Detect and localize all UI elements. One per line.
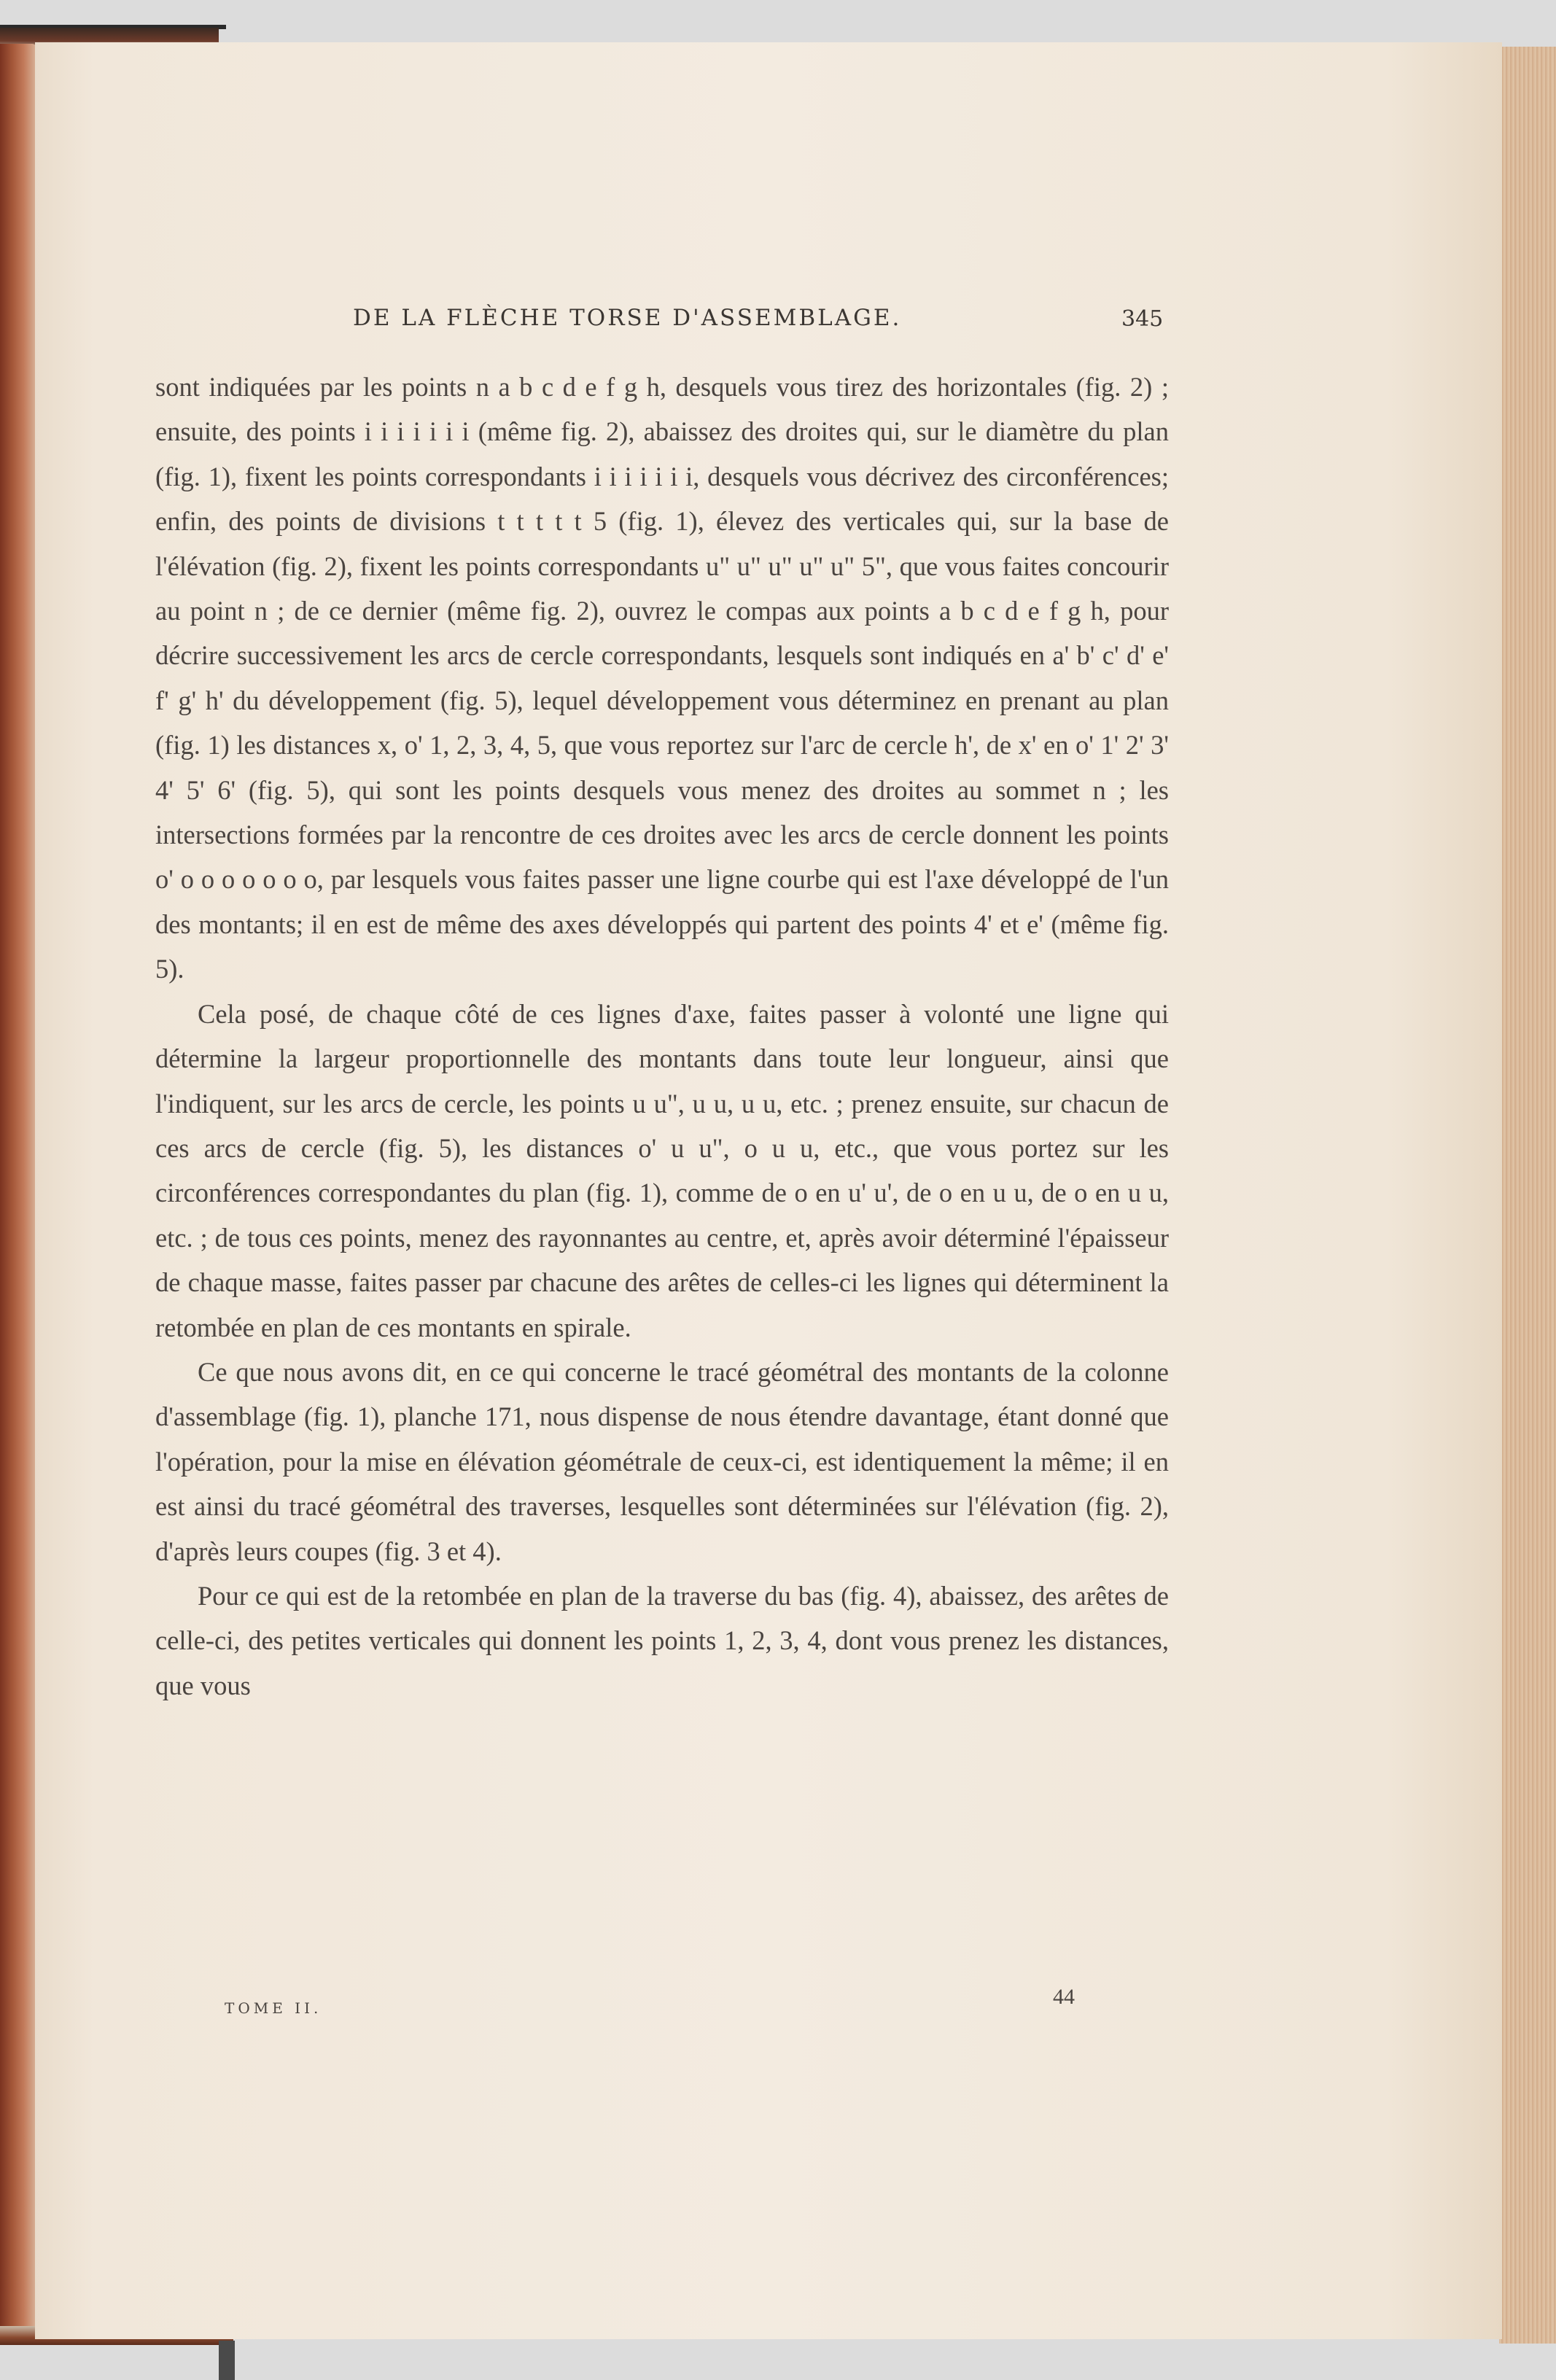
book-binding-edge [0,44,36,2341]
volume-label: TOME II. [225,1999,322,2017]
paragraph: Cela posé, de chaque côté de ces lignes d'axe, faites passer à volonté une ligne qui détermine la largeur proportionnelle des montants dans toute leur longueur, ainsi que l'indiquent, sur les arcs de cercle, les points u u", u u, u u, etc. ; prenez ensuite, sur chacun de ces arcs de cercle (fig. 5), les distances o' u u", o u u, etc., que vous portez sur les circonférences correspondantes du plan (fig. 1), comme de o en u' u', de o en u u, de o en u u, etc. ; de tous ces points, menez des rayonnantes au centre, et, après avoir déterminé l'épaisseur de chaque masse, faites passer par chacune des arêtes de celles-ci les lignes qui déterminent la retombée en plan de ces montants en spirale. [155,998,1169,1342]
paragraph: Pour ce qui est de la retombée en plan de la traverse du bas (fig. 4), abaissez, des arêtes de celle-ci, des petites verticales qui donnent les points 1, 2, 3, 4, dont vous prenez les distances, que vous [155,1580,1169,1700]
paragraph: Ce que nous avons dit, en ce qui concerne le tracé géométral des montants de la colonne d'assemblage (fig. 1), planche 171, nous dispense de nous étendre davantage, étant donné que l'opération, pour la mise en élévation géométrale de ceux-ci, est identiquement la même; il en est ainsi du tracé géométral des traverses, lesquelles sont déterminées sur l'élévation (fig. 2), d'après leurs coupes (fig. 3 et 4). [155,1356,1169,1566]
running-title: DE LA FLÈCHE TORSE D'ASSEMBLAGE. [353,305,902,331]
body-text [155,365,1169,1708]
page-number: 345 [1121,306,1164,332]
paragraph: sont indiquées par les points n a b c d e f g h, desquels vous tirez des horizontales (fig. 2) ; ensuite, des points i i i i i i i (même fig. 2), abaissez des droites qui, sur le diamètre du plan (fig. 1), fixent les points correspondants i i i i i i i, desquels vous décrivez des circonférences; enfin, des points de divisions t t t t t 5 (fig. 1), élevez des verticales qui, sur la base de l'élévation (fig. 2), fixent les points correspondants u" u" u" u" u" 5", que vous faites concourir au point n ; de ce dernier (même fig. 2), ouvrez le compas aux points a b c d e f g h, pour décrire successivement les arcs de cercle correspondants, lesquels sont indiqués en a' b' c' d' e' f' g' h' du développement (fig. 5), lequel développement vous déterminez en prenant au plan (fig. 1) les distances x, o' 1, 2, 3, 4, 5, que vous reportez sur l'arc de cercle h', de x' en o' 1' 2' 3' 4' 5' 6' (fig. 5), qui sont les points desquels vous menez des droites au sommet n ; les intersections formées par la rencontre de ces droites avec les arcs de cercle donnent les points o' o o o o o o o, par lesquels vous faites passer une ligne courbe qui est l'axe développé de l'un des montants; il en est de même des axes développés qui partent des points 4' et e' (même fig. 5). [155,372,1169,984]
page-edge-stack [1499,47,1556,2344]
bottom-clip-edge [219,2341,235,2380]
signature-mark: 44 [1053,1985,1075,2009]
